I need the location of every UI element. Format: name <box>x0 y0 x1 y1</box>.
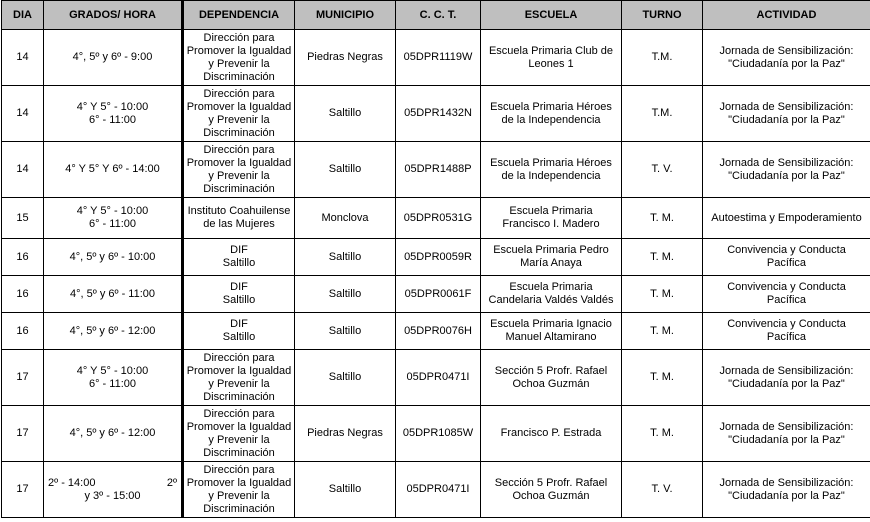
cell-grados: 4° Y 5° - 10:00 6° - 11:00 <box>44 198 183 239</box>
cell-cct: 05DPR0076H <box>396 313 481 350</box>
cell-municipio: Saltillo <box>295 142 396 198</box>
cell-dia: 14 <box>2 142 44 198</box>
cell-actividad: Convivencia y Conducta Pacífica <box>703 276 870 313</box>
grados-part-c: y 3º - 15:00 <box>84 489 141 502</box>
cell-actividad: Convivencia y Conducta Pacífica <box>703 239 870 276</box>
cell-dia: 14 <box>2 30 44 86</box>
header-cct: C. C. T. <box>396 1 481 30</box>
header-dependencia: DEPENDENCIA <box>183 1 295 30</box>
cell-actividad: Jornada de Sensibilización: "Ciudadanía por la Paz" <box>703 462 870 518</box>
table-row <box>2 406 870 462</box>
table-row <box>2 313 870 350</box>
cell-actividad: Jornada de Sensibilización: "Ciudadanía por la Paz" <box>703 142 870 198</box>
table-row <box>2 276 870 313</box>
cell-turno: T. M. <box>622 406 703 462</box>
cell-dependencia: DIF Saltillo <box>183 239 295 276</box>
header-dia: DIA <box>2 1 44 30</box>
table-header <box>2 1 870 30</box>
cell-dia: 16 <box>2 313 44 350</box>
table-row <box>2 86 870 142</box>
cell-escuela: Escuela Primaria Ignacio Manuel Altamirano <box>481 313 622 350</box>
header-escuela: ESCUELA <box>481 1 622 30</box>
cell-actividad: Jornada de Sensibilización: "Ciudadanía por la Paz" <box>703 406 870 462</box>
table-row <box>2 350 870 406</box>
cell-cct: 05DPR1432N <box>396 86 481 142</box>
cell-municipio: Saltillo <box>295 86 396 142</box>
cell-cct: 05DPR1085W <box>396 406 481 462</box>
table-row <box>2 30 870 86</box>
header-municipio: MUNICIPIO <box>295 1 396 30</box>
table-body <box>2 30 870 518</box>
cell-turno: T. M. <box>622 313 703 350</box>
cell-grados <box>44 462 183 518</box>
cell-escuela: Sección 5 Profr. Rafael Ochoa Guzmán <box>481 350 622 406</box>
header-actividad: ACTIVIDAD <box>703 1 870 30</box>
cell-escuela: Sección 5 Profr. Rafael Ochoa Guzmán <box>481 462 622 518</box>
cell-escuela: Escuela Primaria Héroes de la Independencia <box>481 86 622 142</box>
cell-turno: T. V. <box>622 462 703 518</box>
cell-dia: 16 <box>2 239 44 276</box>
cell-dia: 17 <box>2 406 44 462</box>
cell-municipio: Saltillo <box>295 462 396 518</box>
cell-dependencia: Dirección para Promover la Igualdad y Prevenir la Discriminación <box>183 350 295 406</box>
cell-escuela: Escuela Primaria Pedro María Anaya <box>481 239 622 276</box>
cell-grados: 4° Y 5° - 10:00 6° - 11:00 <box>44 86 183 142</box>
cell-turno: T.M. <box>622 86 703 142</box>
grados-part-b: 2º <box>166 476 177 489</box>
cell-turno: T. V. <box>622 142 703 198</box>
cell-municipio: Saltillo <box>295 239 396 276</box>
cell-municipio: Saltillo <box>295 313 396 350</box>
cell-dependencia: Dirección para Promover la Igualdad y Prevenir la Discriminación <box>183 142 295 198</box>
cell-cct: 05DPR0471I <box>396 462 481 518</box>
cell-escuela: Francisco P. Estrada <box>481 406 622 462</box>
cell-municipio: Saltillo <box>295 276 396 313</box>
cell-dependencia: Dirección para Promover la Igualdad y Prevenir la Discriminación <box>183 462 295 518</box>
cell-cct: 05DPR0059R <box>396 239 481 276</box>
cell-turno: T.M. <box>622 30 703 86</box>
cell-actividad: Convivencia y Conducta Pacífica <box>703 313 870 350</box>
table-row <box>2 462 870 518</box>
grados-part-a: 2º - 14:00 <box>48 476 96 489</box>
cell-municipio: Saltillo <box>295 350 396 406</box>
cell-grados: 4°, 5º y 6º - 11:00 <box>44 276 183 313</box>
cell-dia: 16 <box>2 276 44 313</box>
cell-actividad: Jornada de Sensibilización: "Ciudadanía por la Paz" <box>703 350 870 406</box>
cell-escuela: Escuela Primaria Candelaria Valdés Valdés <box>481 276 622 313</box>
cell-dia: 17 <box>2 350 44 406</box>
cell-escuela: Escuela Primaria Héroes de la Independencia <box>481 142 622 198</box>
cell-escuela: Escuela Primaria Francisco I. Madero <box>481 198 622 239</box>
grados-split-line <box>46 477 179 490</box>
cell-turno: T. M. <box>622 239 703 276</box>
table-row <box>2 142 870 198</box>
cell-grados: 4°, 5º y 6º - 9:00 <box>44 30 183 86</box>
header-grados: GRADOS/ HORA <box>44 1 183 30</box>
cell-grados: 4°, 5º y 6º - 10:00 <box>44 239 183 276</box>
cell-cct: 05DPR1488P <box>396 142 481 198</box>
cell-cct: 05DPR0471I <box>396 350 481 406</box>
cell-dependencia: Dirección para Promover la Igualdad y Prevenir la Discriminación <box>183 86 295 142</box>
cell-actividad: Autoestima y Empoderamiento <box>703 198 870 239</box>
table-row <box>2 198 870 239</box>
cell-cct: 05DPR0531G <box>396 198 481 239</box>
cell-cct: 05DPR1119W <box>396 30 481 86</box>
cell-turno: T. M. <box>622 276 703 313</box>
cell-dependencia: Dirección para Promover la Igualdad y Prevenir la Discriminación <box>183 30 295 86</box>
cell-dependencia: Instituto Coahuilense de las Mujeres <box>183 198 295 239</box>
cell-dia: 17 <box>2 462 44 518</box>
cell-escuela: Escuela Primaria Club de Leones 1 <box>481 30 622 86</box>
cell-dia: 14 <box>2 86 44 142</box>
cell-municipio: Piedras Negras <box>295 406 396 462</box>
cell-turno: T. M. <box>622 350 703 406</box>
cell-actividad: Jornada de Sensibilización: "Ciudadanía por la Paz" <box>703 86 870 142</box>
cell-turno: T. M. <box>622 198 703 239</box>
cell-municipio: Monclova <box>295 198 396 239</box>
cell-dia: 15 <box>2 198 44 239</box>
cell-dependencia: DIF Saltillo <box>183 276 295 313</box>
cell-municipio: Piedras Negras <box>295 30 396 86</box>
cell-grados: 4° Y 5° Y 6º - 14:00 <box>44 142 183 198</box>
cell-actividad: Jornada de Sensibilización: "Ciudadanía por la Paz" <box>703 30 870 86</box>
header-turno: TURNO <box>622 1 703 30</box>
cell-cct: 05DPR0061F <box>396 276 481 313</box>
table-row <box>2 239 870 276</box>
schedule-table <box>1 0 870 518</box>
cell-grados: 4°, 5º y 6º - 12:00 <box>44 406 183 462</box>
cell-grados: 4° Y 5° - 10:00 6° - 11:00 <box>44 350 183 406</box>
cell-dependencia: Dirección para Promover la Igualdad y Prevenir la Discriminación <box>183 406 295 462</box>
cell-grados: 4°, 5º y 6º - 12:00 <box>44 313 183 350</box>
cell-dependencia: DIF Saltillo <box>183 313 295 350</box>
